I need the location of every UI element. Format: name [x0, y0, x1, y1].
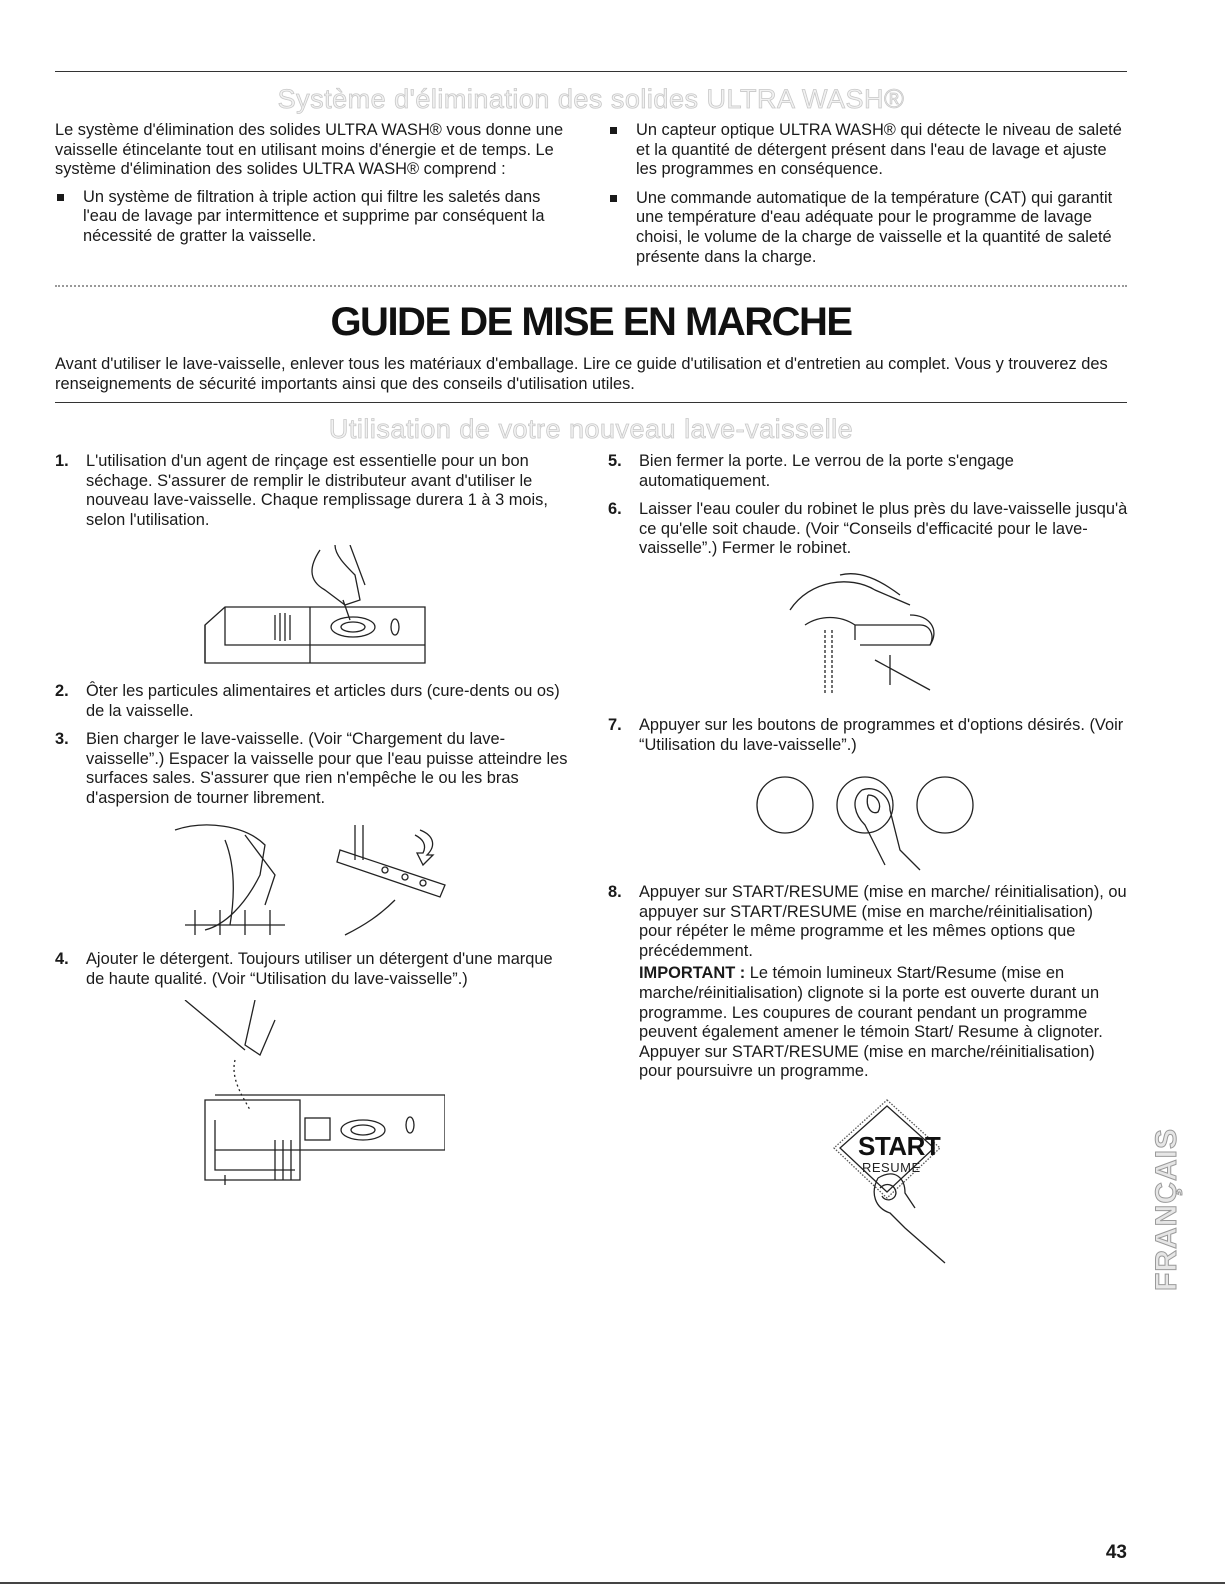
section-rule	[55, 402, 1127, 403]
step-8	[608, 883, 1128, 961]
solids-bullet	[608, 189, 1128, 267]
start-button-diamond-icon	[800, 1098, 975, 1273]
page-title: GUIDE DE MISE EN MARCHE	[330, 300, 852, 344]
usage-section-title: Utilisation de votre nouveau lave-vaisselle	[328, 414, 854, 444]
step-text: L'utilisation d'un agent de rinçage est essentielle pour un bon séchage. S'assurer de remplir le distributeur avant d'utiliser le nouveau lave-vaisselle. Chaque remplissage durera 1 à 3 mois, selon l'utilisation.	[86, 452, 548, 529]
step-text: Ôter les particules alimentaires et articles durs (cure-dents ou os) de la vaisselle.	[86, 682, 560, 720]
detergent-dispenser-illustration	[175, 1000, 445, 1190]
bullet-square-icon	[57, 194, 64, 201]
solids-right-column	[608, 121, 1128, 267]
step-5	[608, 452, 1128, 491]
steps-left-3	[55, 950, 575, 998]
important-label: IMPORTANT :	[639, 964, 746, 983]
step-text: Laisser l'eau couler du robinet le plus près du lave-vaisselle jusqu'à ce qu'elle soit chaude. (Voir “Conseils d'efficacité pour le lave-vaisselle”.) Fermer le robinet.	[639, 500, 1128, 558]
bottom-rule	[0, 1582, 1225, 1584]
steps-right-1	[608, 452, 1128, 568]
step-text: Appuyer sur les boutons de programmes et d'options désirés. (Voir “Utilisation du lave-vaisselle”.)	[639, 716, 1124, 754]
step-7	[608, 716, 1128, 755]
solids-bullet-text: Un capteur optique ULTRA WASH® qui détecte le niveau de saleté et la quantité de détergent présent dans l'eau de lavage et ajuste les programmes en conséquence.	[636, 121, 1122, 179]
step-3	[55, 730, 575, 808]
language-side-tab: FRANÇAIS	[1150, 1128, 1183, 1292]
start-resume-illustration	[800, 1098, 975, 1273]
step-number: 3.	[55, 730, 69, 749]
bullet-square-icon	[610, 127, 617, 134]
faucet-illustration	[780, 570, 950, 705]
solids-intro: Le système d'élimination des solides ULTRA WASH® vous donne une vaisselle étincelante tout en utilisant moins d'énergie et de temps. Le système d'élimination des solides ULTRA WASH® comprend :	[55, 121, 564, 179]
step-number: 5.	[608, 452, 622, 470]
top-rule	[55, 71, 1127, 72]
start-label: START	[858, 1131, 941, 1161]
step-number: 8.	[608, 883, 622, 901]
step-text: Appuyer sur START/RESUME (mise en marche/ réinitialisation), ou appuyer sur START/RESUME (mise en marche/réinitialisation) pour répéter le même programme et les mêmes options que précédemment.	[639, 883, 1127, 960]
solids-bullet	[608, 121, 1128, 180]
solids-bullet	[55, 188, 575, 247]
steps-right-2	[608, 716, 1128, 764]
step-text: Bien charger le lave-vaisselle. (Voir “Chargement du lave-vaisselle”.) Espacer la vaisselle pour que l'eau puisse atteindre les surfaces sales. S'assurer que rien n'empêche le ou les bras d'aspersion de tourner librement.	[86, 730, 568, 807]
resume-label: RESUME	[862, 1160, 921, 1175]
dotted-divider	[55, 285, 1127, 287]
step-number: 2.	[55, 682, 69, 700]
step-2	[55, 682, 575, 721]
steps-left-2	[55, 682, 575, 818]
step-number: 6.	[608, 500, 622, 519]
solids-bullet-text: Un système de filtration à triple action qui filtre les saletés dans l'eau de lavage par intermittence et supprime par conséquent la nécessité de gratter la vaisselle.	[83, 187, 545, 245]
step-number: 4.	[55, 950, 69, 968]
steps-left-1	[55, 452, 575, 539]
page-number: 43	[1105, 1542, 1127, 1563]
step-4	[55, 950, 575, 989]
option-buttons-illustration	[750, 770, 980, 875]
guide-intro: Avant d'utiliser le lave-vaisselle, enlever tous les matériaux d'emballage. Lire ce guide d'utilisation et d'entretien au complet. Vous y trouverez des renseignements de sécurité importants ainsi que des conseils d'utilisation utiles.	[55, 355, 1108, 393]
step-1	[55, 452, 575, 530]
step-number: 7.	[608, 716, 622, 734]
important-text: Le témoin lumineux Start/Resume (mise en marche/réinitialisation) clignote si la porte est ouverte durant un programme. Les coupures de courant pendant un programme peuvent également amener le témoin Start/ Resume à clignoter. Appuyer sur START/RESUME (mise en marche/réinitialisation) pour poursuivre un programme.	[639, 964, 1103, 1081]
solids-left-column	[55, 121, 575, 247]
step-number: 1.	[55, 452, 69, 470]
step-text: Ajouter le détergent. Toujours utiliser un détergent d'une marque de haute qualité. (Voir “Utilisation du lave-vaisselle”.)	[86, 950, 553, 988]
step-text: Bien fermer la porte. Le verrou de la porte s'engage automatiquement.	[639, 452, 1014, 490]
loading-dishes-illustration	[165, 815, 455, 940]
important-note	[608, 964, 1128, 1082]
solids-bullet-text: Une commande automatique de la température (CAT) qui garantit une température d'eau adéquate pour le programme de lavage choisi, le volume de la charge de vaisselle et la quantité de saleté présente dans la charge.	[636, 188, 1113, 266]
bullet-square-icon	[610, 195, 617, 202]
steps-right-3	[608, 883, 1128, 1082]
step-6	[608, 500, 1128, 559]
solids-section-title: Système d'élimination des solides ULTRA WASH®	[277, 84, 905, 114]
rinse-aid-dispenser-illustration	[195, 545, 435, 670]
